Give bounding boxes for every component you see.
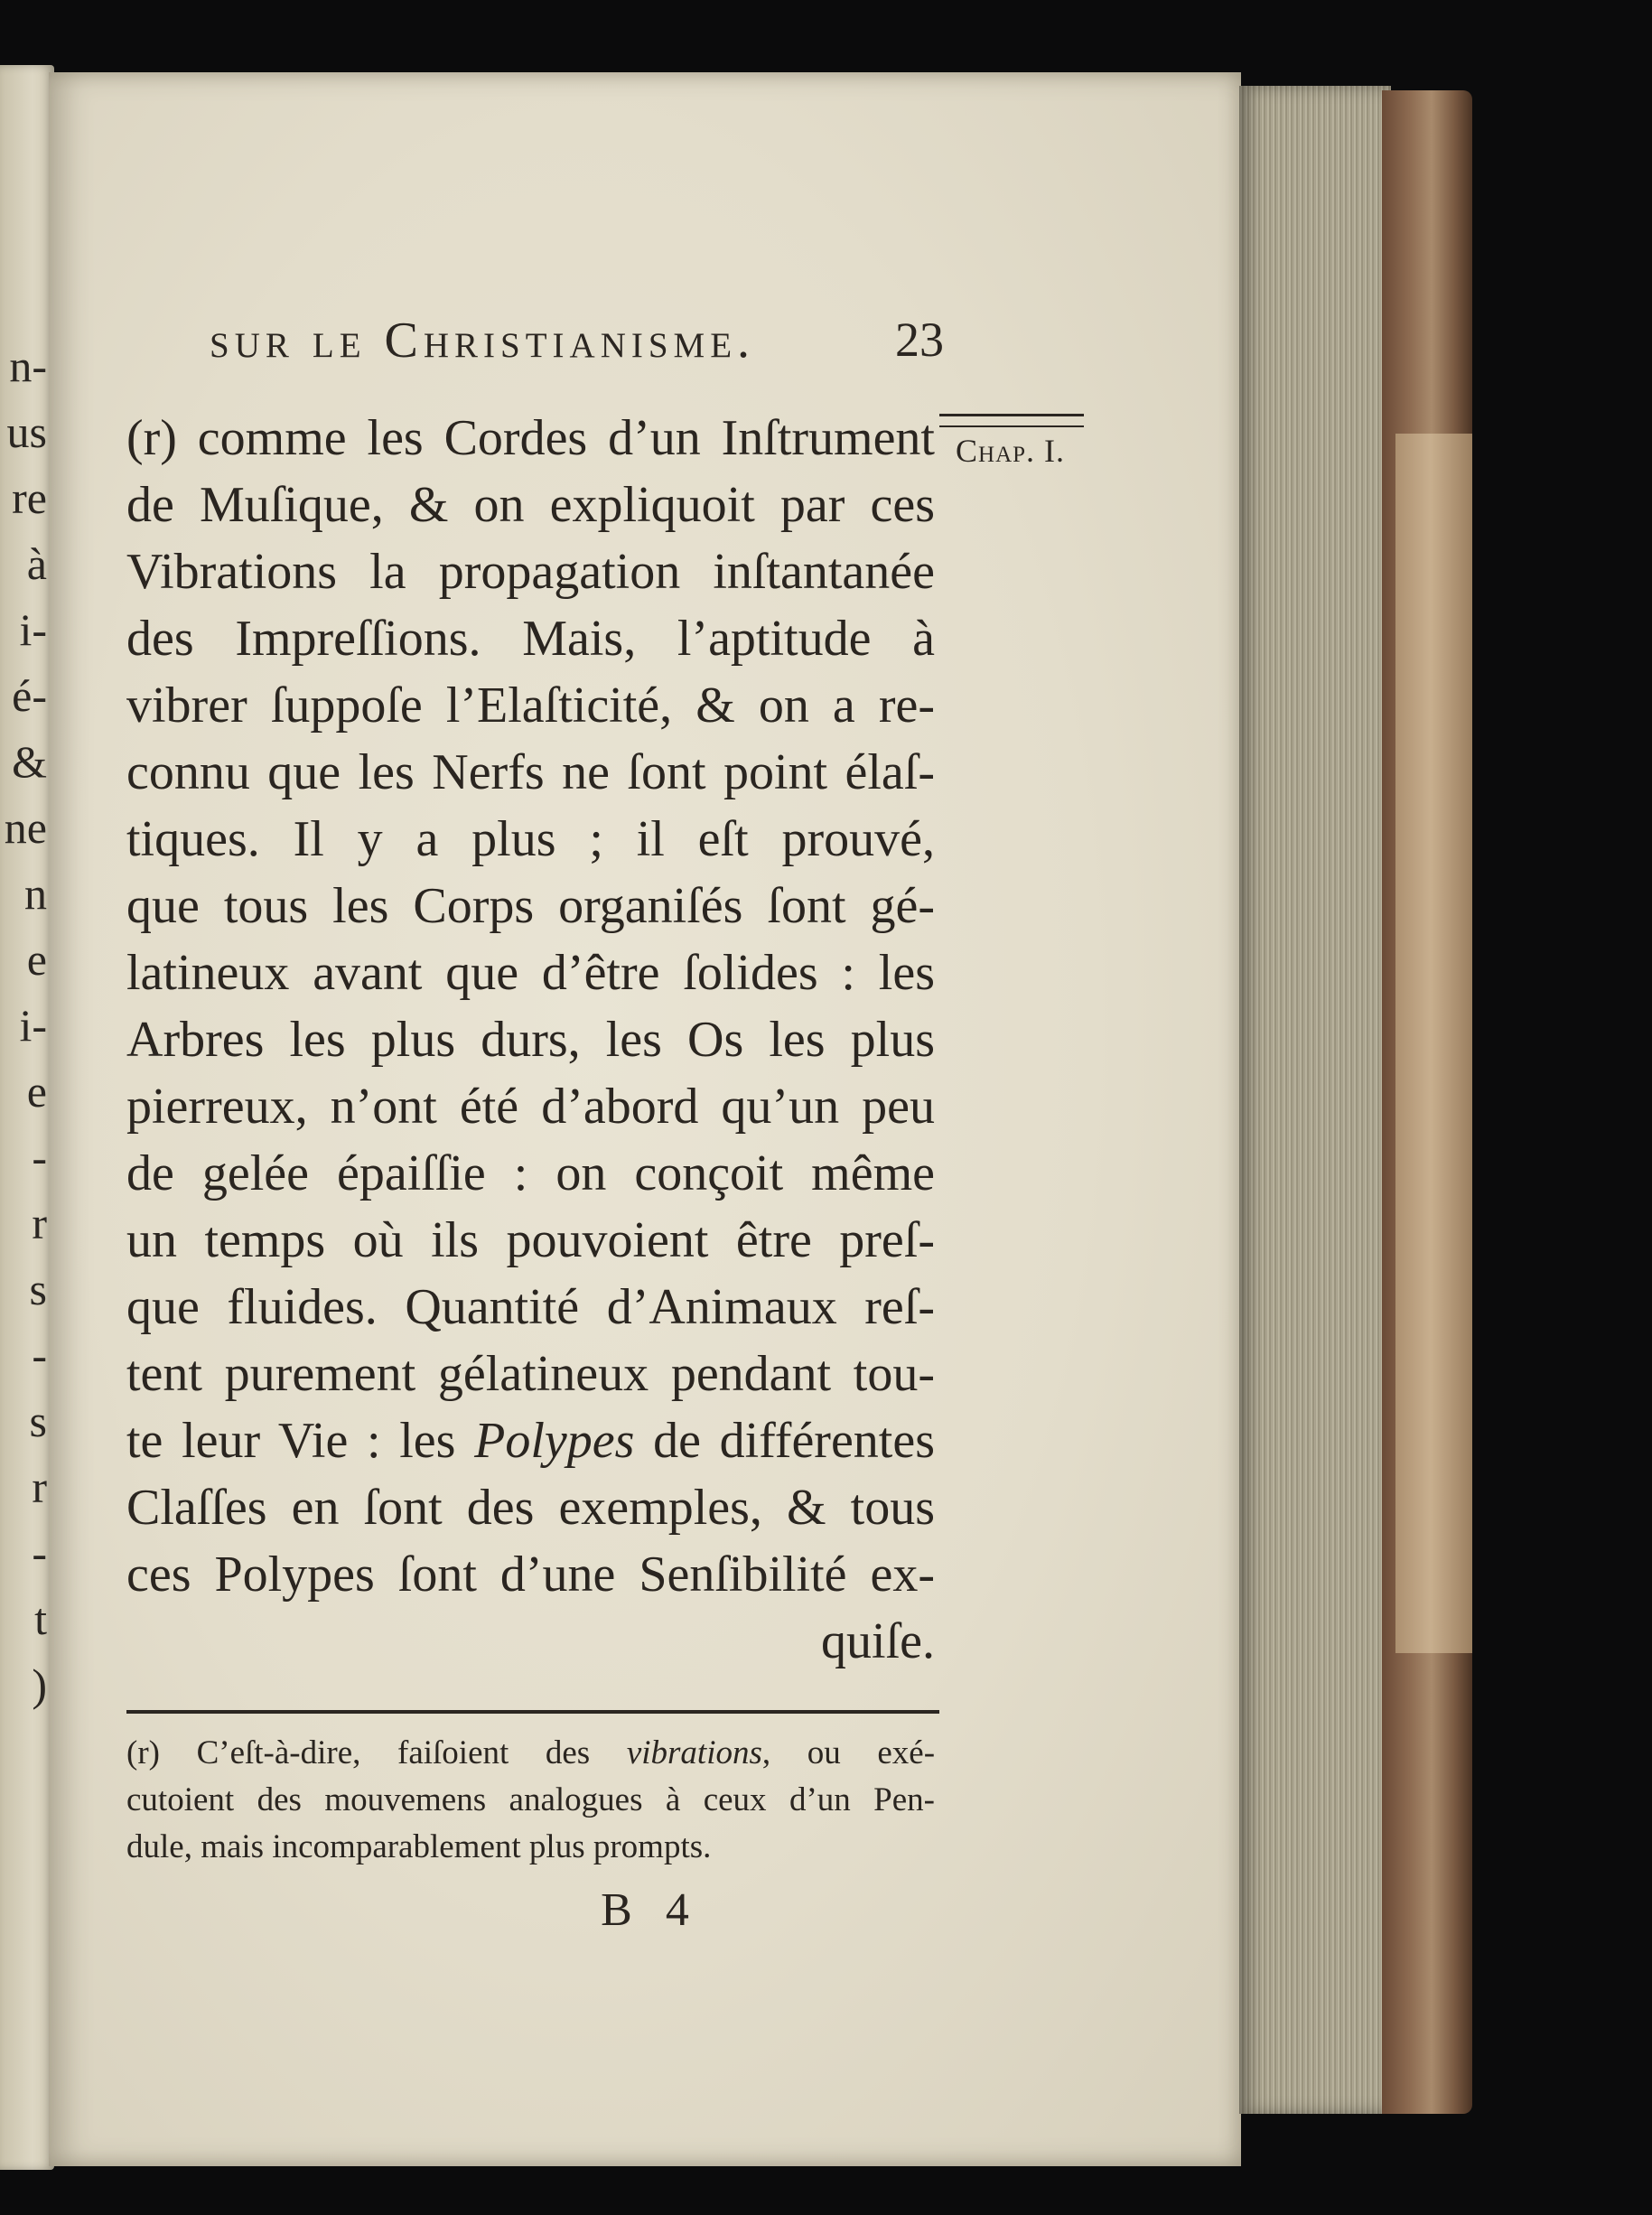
text-line: de Muſique, & on expliquoit par ces — [126, 477, 935, 533]
text-line: de gelée épaiſſie : on conçoit même — [126, 1145, 935, 1201]
text-line: tiques. Il y a plus ; il eſt prouvé, — [126, 811, 935, 867]
text-line: Vibrations la propagation inſtantanée — [126, 544, 935, 600]
left-page-fragment: - — [32, 1132, 47, 1182]
text-segment: te leur Vie : les — [126, 1413, 456, 1469]
text-line: tent purement gélatineux pendant tou- — [126, 1346, 935, 1402]
text-line: un temps où ils pouvoient être preſ- — [126, 1212, 935, 1268]
running-head-title: Christianisme. — [384, 313, 756, 369]
left-page-fragment: t — [34, 1593, 47, 1644]
footnote-italic-term: vibrations — [626, 1734, 762, 1771]
text-line: des Impreſſions. Mais, l’aptitude à — [126, 611, 935, 667]
footnote-line — [126, 1730, 935, 1777]
text-line: Arbres les plus durs, les Os les plus — [126, 1012, 935, 1068]
left-page-fragment: i- — [19, 604, 47, 655]
text-line: connu que les Nerfs ne ſont point élaſ- — [126, 744, 935, 800]
left-page-fragment: à — [26, 538, 47, 589]
running-head-prefix: sur le — [210, 313, 367, 369]
text-line: que fluides. Quantité d’Animaux reſ- — [126, 1279, 935, 1335]
left-page-text-fragments — [0, 65, 54, 2170]
left-page-fragment: n — [24, 868, 47, 919]
footnote-text: , ou exé- — [761, 1734, 935, 1771]
cover-leather-band — [1395, 434, 1472, 1653]
left-page-fragment: ne — [4, 802, 47, 853]
footnote-text: C’eſt-à-dire, faiſoient des — [196, 1734, 591, 1771]
margin-note-rule — [939, 414, 1084, 427]
left-page-fragment: r — [32, 1462, 47, 1512]
text-line: pierreux, n’ont été d’abord qu’un peu — [126, 1079, 935, 1135]
text-line-with-italic — [126, 1407, 935, 1474]
printer-signature: B 4 — [601, 1884, 700, 1936]
left-page-fragment: é- — [12, 670, 47, 721]
body-text — [126, 405, 935, 1687]
page-block-edges — [1239, 86, 1391, 2114]
text-segment: de différentes — [653, 1413, 935, 1469]
left-page-edge — [0, 65, 54, 2170]
text-line: que tous les Corps organiſés ſont gé- — [126, 878, 935, 934]
left-page-fragment: us — [6, 407, 47, 457]
left-page-fragment: n- — [9, 341, 47, 391]
left-page-fragment: re — [12, 472, 47, 523]
left-page-fragment: e — [26, 934, 47, 985]
running-head — [210, 312, 932, 375]
left-page-fragment: & — [12, 736, 47, 787]
footnote-line: dule, mais incomparablement plus prompts. — [126, 1828, 712, 1865]
left-page-fragment: r — [32, 1198, 47, 1248]
left-page-fragment: s — [29, 1396, 47, 1446]
footnote-line: cutoient des mouvemens analogues à ceux d’un Pen- — [126, 1781, 935, 1818]
text-line-last: quiſe. — [821, 1613, 935, 1669]
page-number: 23 — [895, 313, 944, 367]
text-line: Claſſes en ſont des exemples, & tous — [126, 1480, 935, 1536]
text-line: vibrer ſuppoſe l’Elaſticité, & on a re- — [126, 678, 935, 734]
left-page-fragment: i- — [19, 1000, 47, 1051]
text-line: (r) comme les Cordes d’un Inſtrument — [126, 410, 935, 466]
italic-term: Polypes — [474, 1413, 635, 1469]
footnote — [126, 1730, 935, 1893]
text-line: latineux avant que d’être ſolides : les — [126, 945, 935, 1001]
left-page-fragment: - — [32, 1528, 47, 1578]
footnote-rule — [126, 1710, 939, 1714]
left-page-fragment: s — [29, 1264, 47, 1314]
left-page-fragment: e — [26, 1066, 47, 1117]
text-line: ces Polypes ſont d’une Senſibilité ex- — [126, 1547, 935, 1603]
left-page-fragment: - — [32, 1330, 47, 1380]
left-page-fragment: ) — [32, 1659, 47, 1710]
footnote-marker: (r) — [126, 1734, 160, 1771]
margin-note: Chap. I. — [956, 433, 1066, 469]
